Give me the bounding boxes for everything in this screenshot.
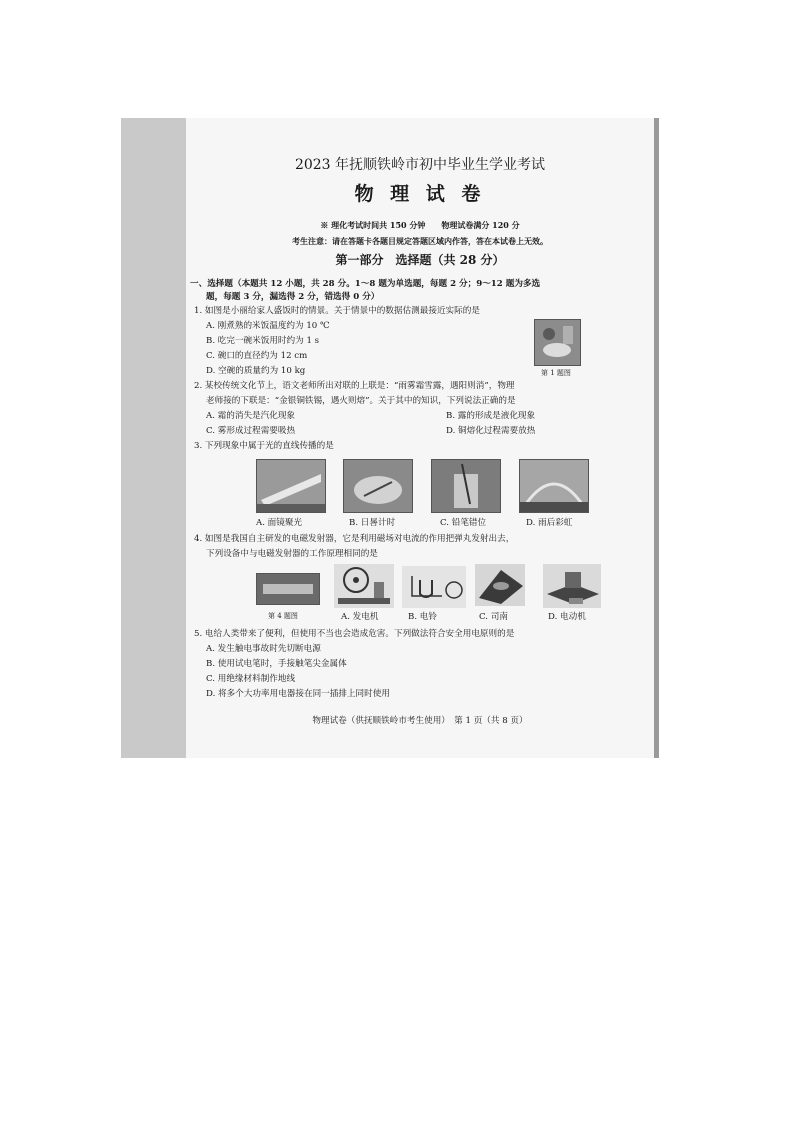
q3-figure-a-photo bbox=[256, 459, 326, 513]
section-instruction-line1: 一、选择题（本题共 12 小题，共 28 分。1～8 题为单选题，每题 2 分；9～12 题为多选 bbox=[190, 279, 541, 289]
q1-figure-caption: 第 1 题图 bbox=[541, 369, 571, 377]
page-footer: 物理试卷（供抚顺铁岭市考生使用） 第 1 页（共 8 页） bbox=[312, 716, 528, 726]
exam-subtitle: 物 理 试 卷 bbox=[354, 183, 486, 205]
q1-option-c: C. 碗口的直径约为 12 cm bbox=[206, 351, 308, 361]
q1-figure-photo bbox=[534, 319, 581, 366]
q4-option-a: A. 发电机 bbox=[341, 612, 379, 622]
q2-option-d: D. 铜熔化过程需要放热 bbox=[446, 426, 536, 436]
scan-left-margin bbox=[121, 118, 186, 758]
q5-stem: 5. 电给人类带来了便利，但使用不当也会造成危害。下列做法符合安全用电原则的是 bbox=[194, 629, 515, 639]
q2-option-c: C. 雾形成过程需要吸热 bbox=[206, 426, 296, 436]
q4-stem-line2: 下列设备中与电磁发射器的工作原理相同的是 bbox=[206, 549, 378, 559]
q4-figure-caption: 第 4 题图 bbox=[268, 612, 298, 620]
q1-option-b: B. 吃完一碗米饭用时约为 1 s bbox=[206, 336, 320, 346]
q4-stem-line1: 4. 如图是我国自主研发的电磁发射器，它是利用磁场对电流的作用把弹丸发射出去， bbox=[194, 534, 515, 544]
q4-figure-d-motor bbox=[543, 564, 601, 608]
q2-option-b: B. 露的形成是液化现象 bbox=[446, 411, 536, 421]
q1-stem: 1. 如图是小丽给家人盛饭时的情景。关于情景中的数据估测最接近实际的是 bbox=[194, 306, 480, 316]
q3-option-d: D. 雨后彩虹 bbox=[526, 518, 573, 528]
exam-paper bbox=[186, 118, 654, 758]
q4-option-c: C. 司南 bbox=[479, 612, 508, 622]
q5-option-c: C. 用绝缘材料制作地线 bbox=[206, 674, 296, 684]
part-heading: 第一部分 选择题（共 28 分） bbox=[335, 253, 505, 267]
q4-figure-a-generator bbox=[334, 564, 394, 608]
exam-time-note: ※ 理化考试时间共 150 分钟 物理试卷满分 120 分 bbox=[320, 220, 520, 230]
q3-figure-d-photo bbox=[519, 459, 589, 513]
scan-right-edge bbox=[654, 118, 659, 758]
q5-option-a: A. 发生触电事故时先切断电源 bbox=[206, 644, 321, 654]
exam-notice: 考生注意：请在答题卡各题目规定答题区域内作答，答在本试卷上无效。 bbox=[292, 236, 548, 246]
q4-figure-launcher-photo bbox=[256, 573, 320, 605]
q3-option-c: C. 铅笔错位 bbox=[440, 518, 487, 528]
q4-option-d: D. 电动机 bbox=[548, 612, 586, 622]
q2-stem-line2: 老师接的下联是：“金银铜铁锡，遇火则熔”。关于其中的知识，下列说法正确的是 bbox=[206, 396, 516, 406]
section-instruction-line2: 题，每题 3 分，漏选得 2 分，错选得 0 分） bbox=[206, 292, 380, 302]
q3-option-a: A. 面镜聚光 bbox=[256, 518, 303, 528]
q2-stem-line1: 2. 某校传统文化节上，语文老师所出对联的上联是：“雨雾霜雪露，遇阳则消”，物理 bbox=[194, 381, 515, 391]
q5-option-b: B. 使用试电笔时，手接触笔尖金属体 bbox=[206, 659, 347, 669]
q4-figure-b-bell bbox=[402, 566, 466, 608]
scanned-exam-page bbox=[121, 118, 659, 758]
q2-option-a: A. 霜的消失是汽化现象 bbox=[206, 411, 296, 421]
q5-option-d: D. 将多个大功率用电器接在同一插排上同时使用 bbox=[206, 689, 390, 699]
q3-option-b: B. 日晷计时 bbox=[349, 518, 396, 528]
q4-figure-c-compass bbox=[475, 564, 525, 606]
exam-title: 2023 年抚顺铁岭市初中毕业生学业考试 bbox=[294, 157, 546, 173]
q3-figure-b-photo bbox=[343, 459, 413, 513]
q1-option-a: A. 刚煮熟的米饭温度约为 10 ℃ bbox=[206, 321, 330, 331]
q4-option-b: B. 电铃 bbox=[408, 612, 437, 622]
q3-figure-c-photo bbox=[431, 459, 501, 513]
q1-option-d: D. 空碗的质量约为 10 kg bbox=[206, 366, 306, 376]
q3-stem: 3. 下列现象中属于光的直线传播的是 bbox=[194, 441, 334, 451]
